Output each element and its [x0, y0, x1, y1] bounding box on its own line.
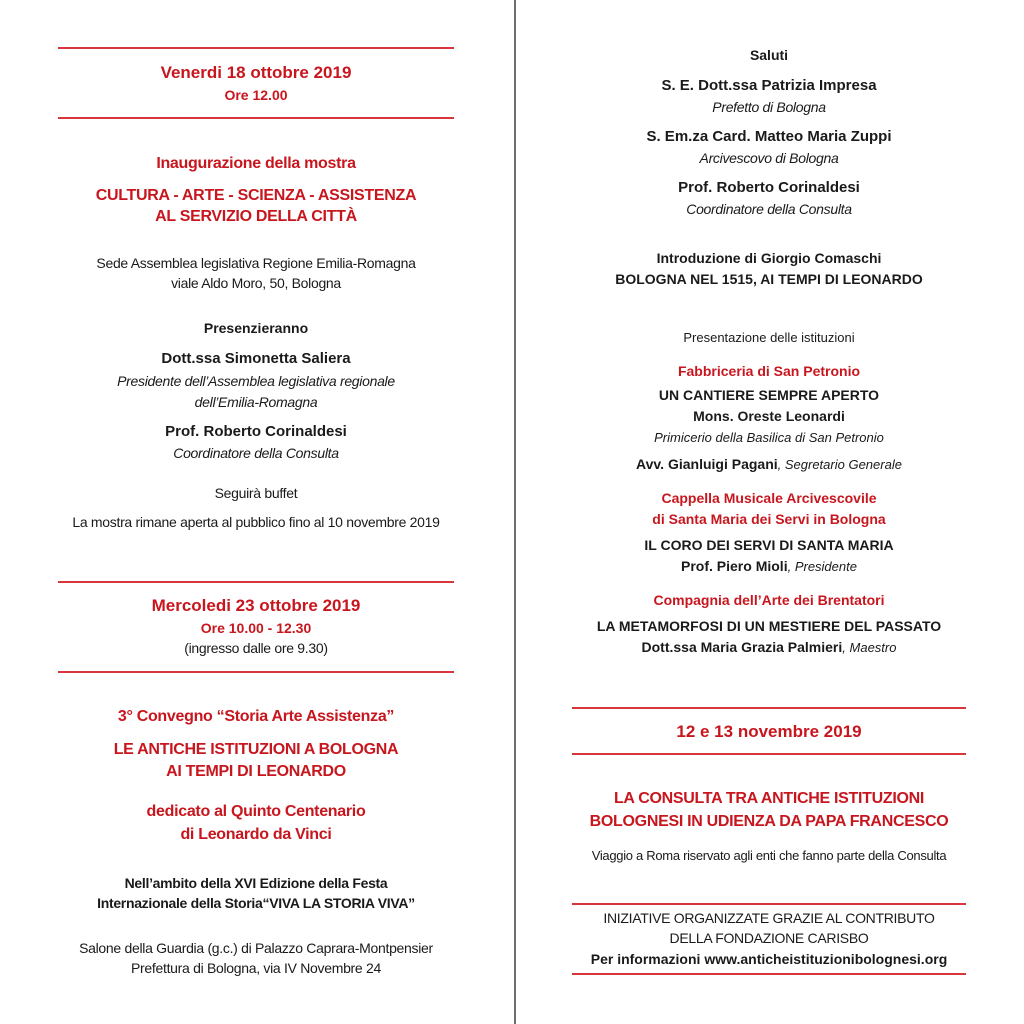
event3-title-line1: LA CONSULTA TRA ANTICHE ISTITUZIONI — [613, 790, 925, 807]
rule-top-event3 — [572, 707, 966, 709]
introduction-speaker: Introduzione di Giorgio Comaschi — [656, 250, 882, 266]
event1-title-line1: CULTURA - ARTE - SCIENZA - ASSISTENZA — [95, 187, 417, 204]
event2-dedication-line2: di Leonardo da Vinci — [180, 826, 332, 843]
event2-title-line1: LE ANTICHE ISTITUZIONI A BOLOGNA — [113, 741, 399, 758]
footer-line2: DELLA FONDAZIONE CARISBO — [669, 930, 869, 946]
greeting-role: Arcivescovo di Bologna — [699, 150, 839, 166]
institution-talk-title: IL CORO DEI SERVI DI SANTA MARIA — [644, 537, 894, 553]
introduction-title: BOLOGNA NEL 1515, AI TEMPI DI LEONARDO — [615, 271, 923, 287]
institution-speaker-role: Primicerio della Basilica di San Petronio — [654, 430, 884, 445]
greeting-name: S. Em.za Card. Matteo Maria Zuppi — [646, 128, 892, 145]
institution-name-line2: di Santa Maria dei Servi in Bologna — [652, 511, 886, 527]
institution-speaker — [572, 558, 966, 574]
page-fold-divider — [514, 0, 516, 1024]
institution-speaker: Mons. Oreste Leonardi — [693, 408, 845, 424]
buffet-note: Seguirà buffet — [214, 485, 298, 501]
rule-top-event2 — [58, 581, 454, 583]
speaker-2-name: Avv. Gianluigi Pagani — [636, 456, 778, 472]
event3-date: 12 e 13 novembre 2019 — [676, 722, 862, 741]
event2-time: Ore 10.00 - 12.30 — [200, 620, 312, 636]
event2-date: Mercoledi 23 ottobre 2019 — [151, 596, 361, 615]
greeting-name: S. E. Dott.ssa Patrizia Impresa — [661, 77, 877, 94]
event2-title-line2: AI TEMPI DI LEONARDO — [166, 763, 346, 780]
institution-talk-title: LA METAMORFOSI DI UN MESTIERE DEL PASSATO — [596, 618, 942, 634]
attendee-name: Dott.ssa Simonetta Saliera — [161, 350, 351, 367]
attendees-heading: Presenzieranno — [203, 320, 309, 336]
right-panel — [572, 0, 966, 1024]
exhibition-closing-note: La mostra rimane aperta al pubblico fino al 10 novembre 2019 — [72, 514, 440, 530]
event1-time: Ore 12.00 — [224, 87, 288, 103]
attendee-role: Presidente dell’Assemblea legislativa regionale — [117, 373, 395, 389]
event2-context-line2: Internazionale della Storia“VIVA LA STORIA VIVA” — [97, 895, 415, 911]
speaker-name: Prof. Piero Mioli — [681, 558, 788, 574]
website-link[interactable]: www.anticheistituzionibolognesi.org — [704, 951, 948, 967]
institution-talk-title: UN CANTIERE SEMPRE APERTO — [658, 387, 880, 403]
attendee-role: Coordinatore della Consulta — [173, 445, 339, 461]
rule-bottom-event3 — [572, 753, 966, 755]
event1-venue-line2: viale Aldo Moro, 50, Bologna — [171, 275, 341, 291]
institution-name: Fabbriceria di San Petronio — [677, 363, 861, 379]
event1-venue-line1: Sede Assemblea legislativa Regione Emilia-Romagna — [96, 255, 416, 271]
event3-note: Viaggio a Roma riservato agli enti che fanno parte della Consulta — [591, 848, 947, 863]
institution-name: Compagnia dell’Arte dei Brentatori — [653, 592, 885, 608]
footer-line1: INIZIATIVE ORGANIZZATE GRAZIE AL CONTRIBUTO — [603, 910, 935, 926]
speaker-role: , Presidente — [787, 559, 857, 574]
speaker-2-role: , Segretario Generale — [777, 457, 902, 472]
event2-venue-line1: Salone della Guardia (g.c.) di Palazzo Caprara-Montpensier — [79, 940, 433, 956]
event1-intro: Inaugurazione della mostra — [156, 155, 356, 172]
attendee-role: dell’Emilia-Romagna — [194, 394, 318, 410]
greeting-name: Prof. Roberto Corinaldesi — [678, 179, 860, 196]
speaker-role: , Maestro — [842, 640, 897, 655]
event2-conference: 3° Convegno “Storia Arte Assistenza” — [117, 708, 395, 725]
greeting-role: Prefetto di Bologna — [712, 99, 826, 115]
attendee-name: Prof. Roberto Corinaldesi — [165, 423, 347, 440]
footer-info — [572, 951, 966, 967]
left-panel — [58, 0, 454, 1024]
event1-title-line2: AL SERVIZIO DELLA CITTÀ — [155, 208, 357, 225]
presentation-heading: Presentazione delle istituzioni — [683, 330, 855, 345]
rule-bottom-footer — [572, 973, 966, 975]
greeting-role: Coordinatore della Consulta — [686, 201, 852, 217]
event2-context-line1: Nell’ambito della XVI Edizione della Festa — [124, 875, 388, 891]
rule-top-event1 — [58, 47, 454, 49]
event2-venue-line2: Prefettura di Bologna, via IV Novembre 24 — [131, 960, 381, 976]
info-label: Per informazioni — [590, 951, 705, 967]
institution-speaker — [572, 639, 966, 655]
rule-bottom-event2 — [58, 671, 454, 673]
rule-top-footer — [572, 903, 966, 905]
rule-bottom-event1 — [58, 117, 454, 119]
institution-speaker-2 — [572, 456, 966, 472]
event2-entry: (ingresso dalle ore 9.30) — [184, 640, 328, 656]
greetings-heading: Saluti — [749, 47, 789, 63]
institution-name: Cappella Musicale Arcivescovile — [661, 490, 877, 506]
event2-dedication-line1: dedicato al Quinto Centenario — [146, 803, 366, 820]
speaker-name: Dott.ssa Maria Grazia Palmieri — [641, 639, 843, 655]
event3-title-line2: BOLOGNESI IN UDIENZA DA PAPA FRANCESCO — [589, 813, 949, 830]
event1-date: Venerdi 18 ottobre 2019 — [160, 63, 352, 82]
